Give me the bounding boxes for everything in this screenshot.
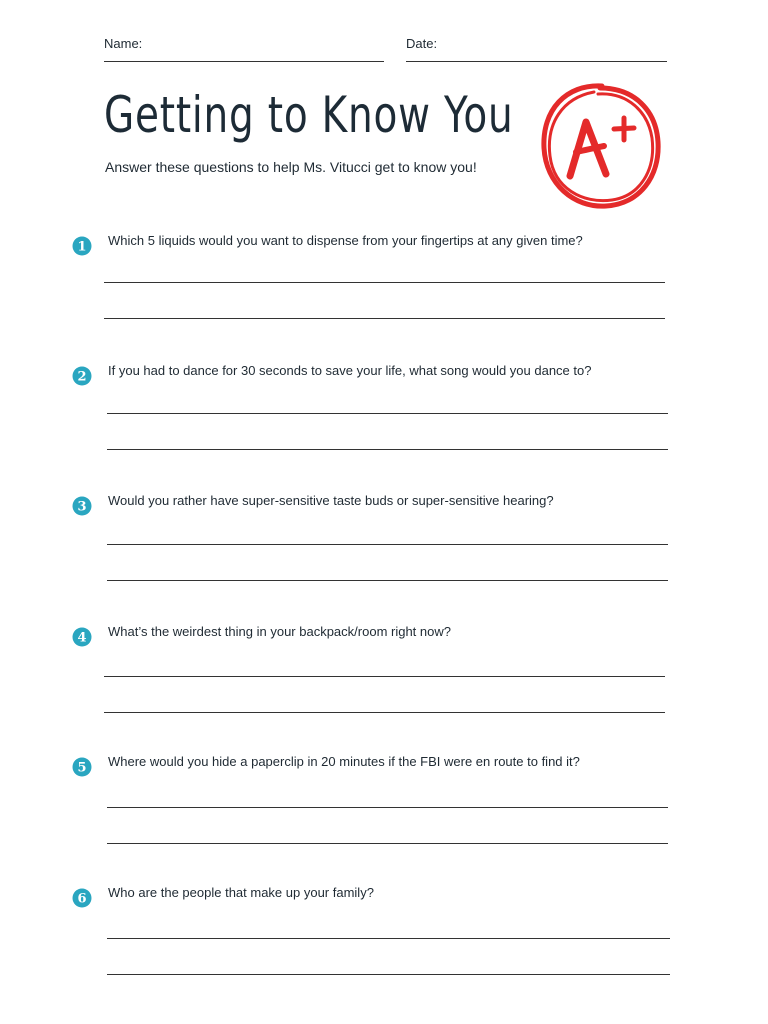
answer-5-line-2[interactable] [107, 843, 668, 844]
svg-text:3: 3 [77, 499, 87, 515]
svg-text:1: 1 [77, 239, 87, 255]
question-2-text: If you had to dance for 30 seconds to save your life, what song would you dance to? [108, 363, 592, 378]
answer-4-line-1[interactable] [104, 676, 665, 677]
page-subtitle: Answer these questions to help Ms. Vitucci get to know you! [105, 159, 477, 175]
page-title: Getting to Know You [104, 86, 514, 144]
svg-text:4: 4 [77, 630, 87, 646]
answer-2-line-1[interactable] [107, 413, 668, 414]
number-badge-5-icon [72, 757, 92, 777]
number-badge-1-icon [72, 236, 92, 256]
date-field-line[interactable] [406, 61, 667, 62]
svg-text:5: 5 [77, 760, 87, 776]
name-label: Name: [104, 36, 143, 51]
question-6-text: Who are the people that make up your family? [108, 885, 374, 900]
answer-5-line-1[interactable] [107, 807, 668, 808]
answer-1-line-2[interactable] [104, 318, 665, 319]
svg-text:6: 6 [77, 891, 87, 907]
question-5-text: Where would you hide a paperclip in 20 minutes if the FBI were en route to find it? [108, 754, 580, 769]
question-4-text: What’s the weirdest thing in your backpack/room right now? [108, 624, 451, 639]
answer-6-line-1[interactable] [107, 938, 670, 939]
question-1-text: Which 5 liquids would you want to dispense from your fingertips at any given time? [108, 233, 583, 248]
number-badge-3-icon [72, 496, 92, 516]
answer-3-line-1[interactable] [107, 544, 668, 545]
svg-text:2: 2 [77, 369, 87, 385]
answer-3-line-2[interactable] [107, 580, 668, 581]
answer-4-line-2[interactable] [104, 712, 665, 713]
number-badge-6-icon [72, 888, 92, 908]
name-field-line[interactable] [104, 61, 384, 62]
answer-1-line-1[interactable] [104, 282, 665, 283]
question-3-text: Would you rather have super-sensitive taste buds or super-sensitive hearing? [108, 493, 554, 508]
date-label: Date: [406, 36, 438, 51]
number-badge-4-icon [72, 627, 92, 647]
a-plus-grade-icon [536, 78, 664, 214]
number-badge-2-icon [72, 366, 92, 386]
answer-2-line-2[interactable] [107, 449, 668, 450]
answer-6-line-2[interactable] [107, 974, 670, 975]
